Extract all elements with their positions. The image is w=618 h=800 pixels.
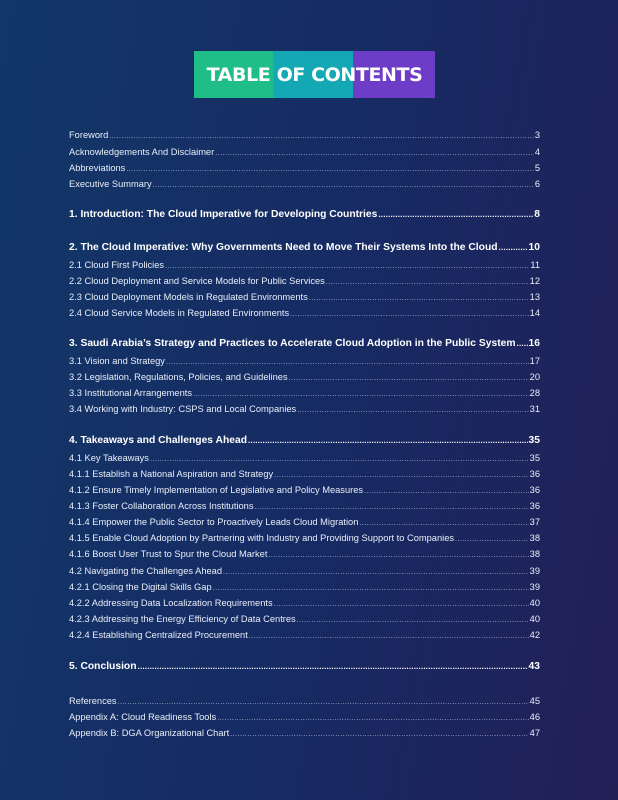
dot-leader bbox=[150, 453, 529, 467]
toc-entry-label: 4.2 Navigating the Challenges Ahead bbox=[69, 566, 222, 576]
toc-entry-page: 36 bbox=[529, 501, 540, 511]
dot-leader bbox=[249, 630, 529, 644]
dot-leader bbox=[359, 517, 528, 531]
toc-entry[interactable] bbox=[69, 370, 540, 386]
toc-chapter[interactable] bbox=[69, 660, 540, 674]
toc-entry[interactable] bbox=[69, 726, 540, 742]
dot-leader bbox=[165, 260, 529, 274]
toc-entry-page: 20 bbox=[529, 372, 540, 382]
toc-chapter-label: 4. Takeaways and Challenges Ahead bbox=[69, 435, 247, 446]
toc-chapter-label: 5. Conclusion bbox=[69, 661, 137, 672]
toc-entry-page: 31 bbox=[529, 404, 540, 414]
toc-entry-page: 13 bbox=[529, 292, 540, 302]
toc-chapter[interactable] bbox=[69, 434, 540, 448]
dot-leader bbox=[268, 549, 528, 563]
dot-leader bbox=[217, 712, 529, 726]
toc-entry[interactable] bbox=[69, 483, 540, 499]
dot-leader bbox=[309, 292, 529, 306]
toc-entry-label: 2.2 Cloud Deployment and Service Models for Public Services bbox=[69, 276, 325, 286]
dot-leader bbox=[193, 388, 529, 402]
toc-entry[interactable] bbox=[69, 515, 540, 531]
toc-entry-page: 39 bbox=[529, 566, 540, 576]
dot-leader bbox=[297, 614, 529, 628]
toc-chapter-label: 2. The Cloud Imperative: Why Governments Need to Move Their Systems Into the Cloud bbox=[69, 242, 498, 253]
toc-entry-page: 14 bbox=[529, 308, 540, 318]
toc-entry[interactable] bbox=[69, 177, 540, 193]
dot-leader bbox=[223, 566, 529, 580]
dot-leader bbox=[126, 163, 533, 177]
toc-entry-page: 36 bbox=[529, 485, 540, 495]
toc-entry[interactable] bbox=[69, 402, 540, 418]
dot-leader bbox=[254, 501, 528, 515]
toc-entry-label: 2.3 Cloud Deployment Models in Regulated Environments bbox=[69, 292, 308, 302]
toc-entry[interactable] bbox=[69, 386, 540, 402]
toc-entry-label: Appendix B: DGA Organizational Chart bbox=[69, 728, 230, 738]
toc-entry-label: 4.1.3 Foster Collaboration Across Institutions bbox=[69, 501, 254, 511]
toc-entry[interactable] bbox=[69, 564, 540, 580]
toc-entry[interactable] bbox=[69, 499, 540, 515]
toc-entry-page: 45 bbox=[529, 696, 540, 706]
toc-entry[interactable] bbox=[69, 161, 540, 177]
toc-entry-page: 3 bbox=[534, 130, 540, 140]
toc-entry-page: 6 bbox=[534, 179, 540, 189]
toc-entry-page: 40 bbox=[529, 614, 540, 624]
dot-leader bbox=[290, 308, 529, 322]
toc-chapter-page: 10 bbox=[528, 242, 540, 253]
toc-entry-label: Abbreviations bbox=[69, 163, 126, 173]
toc-chapter-page: 43 bbox=[528, 661, 540, 672]
dot-leader bbox=[364, 485, 529, 499]
toc-entry-label: 4.1.5 Enable Cloud Adoption by Partnering with Industry and Providing Support to Companies bbox=[69, 533, 455, 543]
toc-entry-page: 4 bbox=[534, 147, 540, 157]
toc-chapter-label: 3. Saudi Arabia’s Strategy and Practices to Accelerate Cloud Adoption in the Public System bbox=[69, 338, 516, 349]
dot-leader bbox=[213, 582, 529, 596]
toc-entry[interactable] bbox=[69, 710, 540, 726]
dot-leader bbox=[517, 337, 528, 351]
toc-entry-label: 4.1.2 Ensure Timely Implementation of Legislative and Policy Measures bbox=[69, 485, 364, 495]
dot-leader bbox=[118, 696, 529, 710]
toc-entry[interactable] bbox=[69, 547, 540, 563]
toc-entry-label: 4.1.6 Boost User Trust to Spur the Cloud Market bbox=[69, 549, 268, 559]
toc-chapter-label: 1. Introduction: The Cloud Imperative for Developing Countries bbox=[69, 209, 378, 220]
dot-leader bbox=[153, 179, 534, 193]
toc-entry[interactable] bbox=[69, 612, 540, 628]
toc-entry-label: 4.1.4 Empower the Public Sector to Proactively Leads Cloud Migration bbox=[69, 517, 359, 527]
toc-entry[interactable] bbox=[69, 354, 540, 370]
toc-entry-label: 2.4 Cloud Service Models in Regulated Environments bbox=[69, 308, 290, 318]
toc-entry[interactable] bbox=[69, 580, 540, 596]
toc-entry-page: 12 bbox=[529, 276, 540, 286]
dot-leader bbox=[297, 404, 528, 418]
toc-chapter-page: 16 bbox=[528, 338, 540, 349]
toc-entry[interactable] bbox=[69, 258, 540, 274]
toc-entry-page: 11 bbox=[530, 260, 540, 270]
toc-entry-label: 4.2.1 Closing the Digital Skills Gap bbox=[69, 582, 212, 592]
toc-entry[interactable] bbox=[69, 467, 540, 483]
toc-chapter-page: 35 bbox=[528, 435, 540, 446]
dot-leader bbox=[138, 660, 528, 674]
toc-entry-page: 39 bbox=[529, 582, 540, 592]
toc-entry-label: 4.1.1 Establish a National Aspiration and Strategy bbox=[69, 469, 274, 479]
toc-entry-label: 2.1 Cloud First Policies bbox=[69, 260, 165, 270]
toc-entry-page: 38 bbox=[529, 549, 540, 559]
toc-entry[interactable] bbox=[69, 451, 540, 467]
dot-leader bbox=[248, 434, 528, 448]
dot-leader bbox=[274, 469, 529, 483]
toc-chapter[interactable] bbox=[69, 241, 540, 255]
page-title: TABLE OF CONTENTS bbox=[206, 63, 423, 86]
toc-entry[interactable] bbox=[69, 596, 540, 612]
title-banner bbox=[194, 51, 435, 98]
toc-entry-page: 37 bbox=[529, 517, 540, 527]
toc-entry-page: 36 bbox=[529, 469, 540, 479]
toc-entry-label: 4.1 Key Takeaways bbox=[69, 453, 149, 463]
toc-entry-label: 4.2.3 Addressing the Energy Efficiency of Data Centres bbox=[69, 614, 296, 624]
toc-entry[interactable] bbox=[69, 274, 540, 290]
toc-entry-label: 3.1 Vision and Strategy bbox=[69, 356, 165, 366]
toc-entry-label: 4.2.2 Addressing Data Localization Requirements bbox=[69, 598, 273, 608]
dot-leader bbox=[289, 372, 529, 386]
toc-entry-page: 40 bbox=[529, 598, 540, 608]
toc-entry-label: 4.2.4 Establishing Centralized Procurement bbox=[69, 630, 248, 640]
toc-entry[interactable] bbox=[69, 290, 540, 306]
toc-chapter[interactable] bbox=[69, 337, 540, 351]
toc-entry-label: Appendix A: Cloud Readiness Tools bbox=[69, 712, 217, 722]
toc-entry-label: References bbox=[69, 696, 117, 706]
dot-leader bbox=[215, 147, 534, 161]
toc-entry[interactable] bbox=[69, 628, 540, 644]
toc-entry-page: 47 bbox=[529, 728, 540, 738]
toc-entry-page: 5 bbox=[534, 163, 540, 173]
toc-chapter[interactable] bbox=[69, 208, 540, 222]
toc-entry[interactable] bbox=[69, 694, 540, 710]
toc-chapter-page: 8 bbox=[534, 209, 540, 220]
toc-entry-label: Acknowledgements And Disclaimer bbox=[69, 147, 215, 157]
toc-entry-page: 28 bbox=[529, 388, 540, 398]
dot-leader bbox=[378, 208, 533, 222]
toc-entry[interactable] bbox=[69, 531, 540, 547]
toc-entry-label: 3.2 Legislation, Regulations, Policies, and Guidelines bbox=[69, 372, 288, 382]
dot-leader bbox=[326, 276, 529, 290]
dot-leader bbox=[230, 728, 528, 742]
dot-leader bbox=[455, 533, 529, 547]
toc-entry[interactable] bbox=[69, 128, 540, 144]
toc-entry-label: Foreword bbox=[69, 130, 109, 140]
toc-entry-page: 46 bbox=[529, 712, 540, 722]
toc-entry[interactable] bbox=[69, 306, 540, 322]
toc-entry-page: 17 bbox=[529, 356, 540, 366]
toc-entry[interactable] bbox=[69, 145, 540, 161]
toc-entry-page: 35 bbox=[529, 453, 540, 463]
toc-entry-label: Executive Summary bbox=[69, 179, 152, 189]
dot-leader bbox=[274, 598, 529, 612]
toc-entry-page: 42 bbox=[529, 630, 540, 640]
toc-entry-label: 3.3 Institutional Arrangements bbox=[69, 388, 192, 398]
toc-entry-page: 38 bbox=[529, 533, 540, 543]
dot-leader bbox=[499, 241, 528, 255]
dot-leader bbox=[109, 130, 534, 144]
dot-leader bbox=[166, 356, 529, 370]
toc-entry-label: 3.4 Working with Industry: CSPS and Local Companies bbox=[69, 404, 297, 414]
